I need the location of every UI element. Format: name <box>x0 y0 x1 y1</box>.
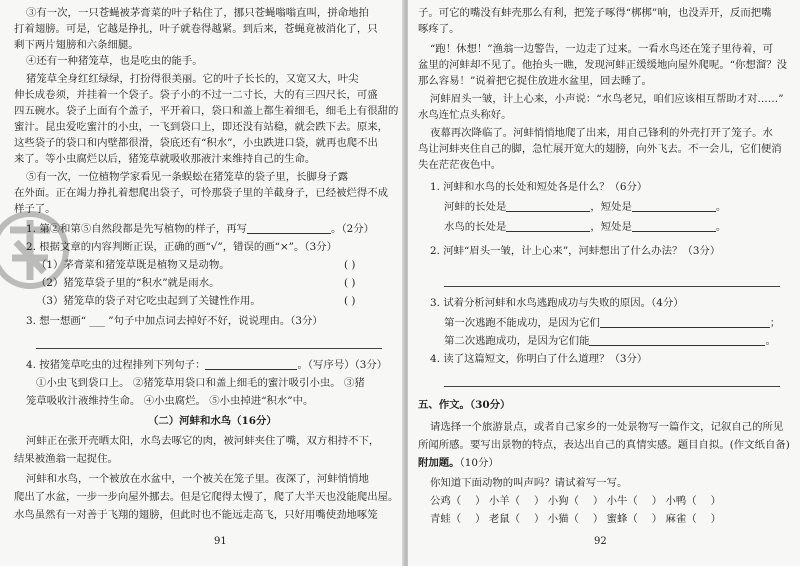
question-3: 3. 想一想画“ ___ ”句子中加点词去掉好不好，说说理由。（3分） <box>26 315 323 327</box>
bonus-score: （10分） <box>459 457 499 469</box>
para-5-line-1: ⑤有一次，一位植物学家看见一条蜈蚣在猪笼草的袋子里，长脚身子露 <box>26 171 349 183</box>
rq-1-row-2 <box>444 220 726 234</box>
animal-lamb: 小羊（ <box>488 495 521 507</box>
para-5-line-3: 样子了。 <box>14 203 56 215</box>
animal-sparrow-close: ） <box>710 513 722 525</box>
right-page <box>408 0 800 566</box>
bonus-title: 附加题。 <box>418 457 460 469</box>
question-4-options-line-2: 笼草吸收汁液维持生命。 ④小虫腐烂。 ⑤小虫掉进“积水”中。 <box>26 395 314 407</box>
rq-3-row-1-end: ； <box>769 317 781 329</box>
animal-calf: 小牛（ <box>606 495 638 507</box>
animal-row-1 <box>430 494 721 508</box>
question-4-options-line-1: ①小虫飞到袋口上。 ②猪笼草用袋口和盖上细毛的蜜汁吸引小虫。 ③猪 <box>36 377 365 389</box>
dialog-line-5: 水鸟连忙点头称好。 <box>418 109 512 121</box>
rq-3-row-1-blank[interactable] <box>600 316 770 328</box>
rq-1-row-1 <box>444 200 726 214</box>
question-2-item-1-answer[interactable]: ( ) <box>344 259 356 271</box>
para-pitcher-line-3: 四五碗水。袋子上面有个盖子，平开着口，袋口和盖上都生着细毛，细毛上有很甜的 <box>14 105 399 117</box>
question-2-item-3: （3）猪笼草的袋子对它吃虫起到了关键性作用。 <box>36 295 261 307</box>
question-2: 2. 根据文章的内容判断正误，正确的画“√”，错误的画“×”。（3分） <box>26 241 337 253</box>
animal-frog-close: ） <box>475 513 486 525</box>
question-3-answer-line[interactable] <box>36 348 382 349</box>
dialog-line-1: “跑！休想！”渔翁一边警告，一边走了过来。一看水鸟还在笼子里待着，可 <box>430 43 774 55</box>
rq-1: 1. 河蚌和水鸟的长处和短处各是什么？（6分） <box>430 181 648 193</box>
para-pitcher-line-6: 来了。等小虫腐烂以后，猪笼草就吸收那液汁来维持自己的生命。 <box>14 153 316 165</box>
rq-1-row-2-label: 水鸟的长处是 <box>444 221 507 233</box>
animal-puppy: 小狗（ <box>547 495 579 507</box>
story-line-4: 爬出了水盆，一步一步向屋外挪去。但是它爬得太慢了，爬了大半天也没能爬出屋。 <box>14 491 399 503</box>
para-4: ④还有一种猪笼草，也是吃虫的能手。 <box>26 55 203 67</box>
story-cont-line-2: 啄疼了。 <box>418 23 460 35</box>
question-4-answer-blank[interactable] <box>205 358 297 370</box>
rq-3-row-1-text: 第一次逃跑不能成功，是因为它们 <box>444 317 600 329</box>
rq-4-answer-line[interactable] <box>444 386 780 387</box>
question-4-tail: 。（写序号）（3分） <box>297 359 388 371</box>
para-3-line-3: 剩下两片翅膀和六条细腿。 <box>14 39 139 51</box>
rq-3-row-1 <box>444 316 780 330</box>
rq-1-row-2-end: 。 <box>715 221 727 233</box>
para-pitcher-line-1: 猪笼草全身红红绿绿，打扮得很美丽。它的叶子长长的，又宽又大，叶尖 <box>26 73 359 85</box>
rq-1-row-2-weakness-blank[interactable] <box>632 220 716 232</box>
para-3-line-1: ③有一次，一只苍蝇被茅膏菜的叶子粘住了，挪只苍蝇嗡嗡直叫，拼命地拍 <box>26 7 369 19</box>
animal-duckling-close: ） <box>710 495 722 507</box>
para-3-line-2: 打着翅膀。可是，它越是挣扎，叶子就卷得越紧。到后来，苍蝇竟被消化了，只 <box>14 23 378 35</box>
rq-1-row-1-mid: ，短处是 <box>590 201 632 213</box>
animal-mouse-close: ） <box>534 513 545 525</box>
dialog-line-3: 那么容易！”说着把它捉住放进水盆里，回去睡了。 <box>418 75 652 87</box>
para-pitcher-line-5: 这些袋子的袋口和内壁都很滑，袋底还有“积水”，小虫跌进口袋，就再也爬不出 <box>14 137 378 149</box>
rq-2: 2. 河蚌“眉头一皱，计上心来”，河蚌想出了什么办法？（3分） <box>430 245 721 257</box>
question-2-item-1: （1）茅膏菜和猪笼草既是植物又是动物。 <box>36 259 230 271</box>
animal-bee-close: ） <box>651 513 663 525</box>
story-line-5: 水鸟虽然有一对善于飞翔的翅膀，但此时也不能远走高飞，只好用嘴使劲地啄笼 <box>14 509 378 521</box>
rq-3-row-2-text: 第二次逃跑成功，是因为它们能 <box>444 335 590 347</box>
question-4 <box>26 358 387 372</box>
rq-1-row-1-end: 。 <box>715 201 727 213</box>
question-1-answer-blank[interactable] <box>247 222 331 234</box>
rq-3-row-2 <box>444 334 776 348</box>
question-2-item-2: （2）猪笼草袋子里的“积水”就是雨水。 <box>36 277 220 289</box>
animal-mouse: 老鼠（ <box>488 513 521 525</box>
story-line-3: 河蚌和水鸟，一个被放在水盆中，一个被关在笼子里。夜深了，河蚌悄悄地 <box>26 473 369 485</box>
dialog-line-2: 盆里的河蚌却不见了。他抬头一瞧，发现河蚌正缓缓地向屋外爬呢。“你想溜？没 <box>418 59 787 71</box>
bonus-heading <box>418 456 499 470</box>
page-number-right: 92 <box>594 536 607 547</box>
bonus-question: 你知道下面动物的叫声吗？请试着写一写。 <box>430 477 628 489</box>
rq-1-row-1-label: 河蚌的长处是 <box>444 201 507 213</box>
question-4-label: 4. 按猪笼草吃虫的过程排列下列句子： <box>26 359 206 371</box>
dialog-line-6: 夜幕再次降临了。河蚌悄悄地爬了出来，用自己锋利的外壳打开了笼子。水 <box>430 127 773 139</box>
animal-bee: 蜜蜂（ <box>606 513 638 525</box>
rq-4: 4. 读了这篇短文，你明白了什么道理？（3分） <box>430 353 648 365</box>
rq-2-answer-line[interactable] <box>444 286 780 287</box>
page-number-left: 91 <box>214 536 227 547</box>
animal-rooster-close: ） <box>475 495 486 507</box>
rq-3-row-2-end: 。 <box>765 335 776 347</box>
story-line-1: 河蚌正在张开壳晒太阳，水鸟去啄它的肉，被河蚌夹住了嘴，双方相持不下， <box>26 435 380 447</box>
rq-1-row-1-weakness-blank[interactable] <box>632 200 716 212</box>
dialog-line-4: 河蚌眉头一皱，计上心来，小声说：“水鸟老兄，咱们应该相互帮助才对……” <box>430 93 784 105</box>
story-cont-line-1: 子。可它的嘴没有蚌壳那么有利，把笼子啄得“梆梆”响，也没弄开，反而把嘴 <box>418 7 772 19</box>
animal-puppy-close: ） <box>592 495 604 507</box>
dialog-line-8: 失在茫茫夜色中。 <box>418 159 502 171</box>
animal-sparrow: 麻雀（ <box>665 513 697 525</box>
rq-1-row-2-mid: ，短处是 <box>590 221 632 233</box>
para-pitcher-line-2: 伸长成卷须，并挂着一个袋子。袋子小的不过一二寸长，大的有三四尺长，可盛 <box>14 89 378 101</box>
question-1-tail: 。（2分） <box>331 223 375 235</box>
para-pitcher-line-4: 蜜汁。昆虫爱吃蜜汁的小虫，一飞到袋口上，即还没有站稳，就会跌下去。原来， <box>14 121 389 133</box>
rq-3-row-2-blank[interactable] <box>589 334 765 346</box>
section-5-heading: 五、作文。（30分） <box>418 399 511 411</box>
essay-line-2: 所闻所感。要写出景物的特点，表达出自己的真情实感。题目自拟。(作文纸自备) <box>418 439 790 451</box>
animal-frog: 青蛙（ <box>430 513 462 525</box>
question-2-item-2-answer[interactable]: ( ) <box>344 277 356 289</box>
essay-line-1: 请选择一个旅游景点，或者自己家乡的一处景物写一篇作文，记叙自己的所见 <box>430 421 784 433</box>
animal-lamb-close: ） <box>534 495 545 507</box>
animal-duckling: 小鸭（ <box>665 495 697 507</box>
question-2-item-3-answer[interactable]: ( ) <box>344 295 356 307</box>
animal-row-2 <box>430 512 721 526</box>
animal-rooster: 公鸡（ <box>430 495 462 507</box>
question-1 <box>26 222 374 236</box>
dialog-line-7: 鸟让河蚌夹住自己的脚，急忙展开宽大的翅膀，向外飞去。不一会儿，它们便消 <box>418 143 782 155</box>
rq-1-row-2-strength-blank[interactable] <box>506 220 590 232</box>
animal-calf-close: ） <box>651 495 663 507</box>
rq-1-row-1-strength-blank[interactable] <box>506 200 590 212</box>
rq-3: 3. 试着分析河蚌和水鸟逃跑成功与失败的原因。（4分） <box>430 297 684 309</box>
para-5-line-2: 在外面。正在竭力挣扎着想爬出袋子，可怜那袋子里的羊截身子，已经被烂得不成 <box>14 187 389 199</box>
animal-kitten: 小猫（ <box>547 513 579 525</box>
question-1-label: 1. 第②和第⑤自然段都是先写植物的样子，再写 <box>26 223 248 235</box>
animal-kitten-close: ） <box>592 513 604 525</box>
section-2-heading: （二）河蚌和水鸟（16分） <box>148 415 277 427</box>
story-line-2: 结果被渔翁一起捉住。 <box>14 453 118 465</box>
